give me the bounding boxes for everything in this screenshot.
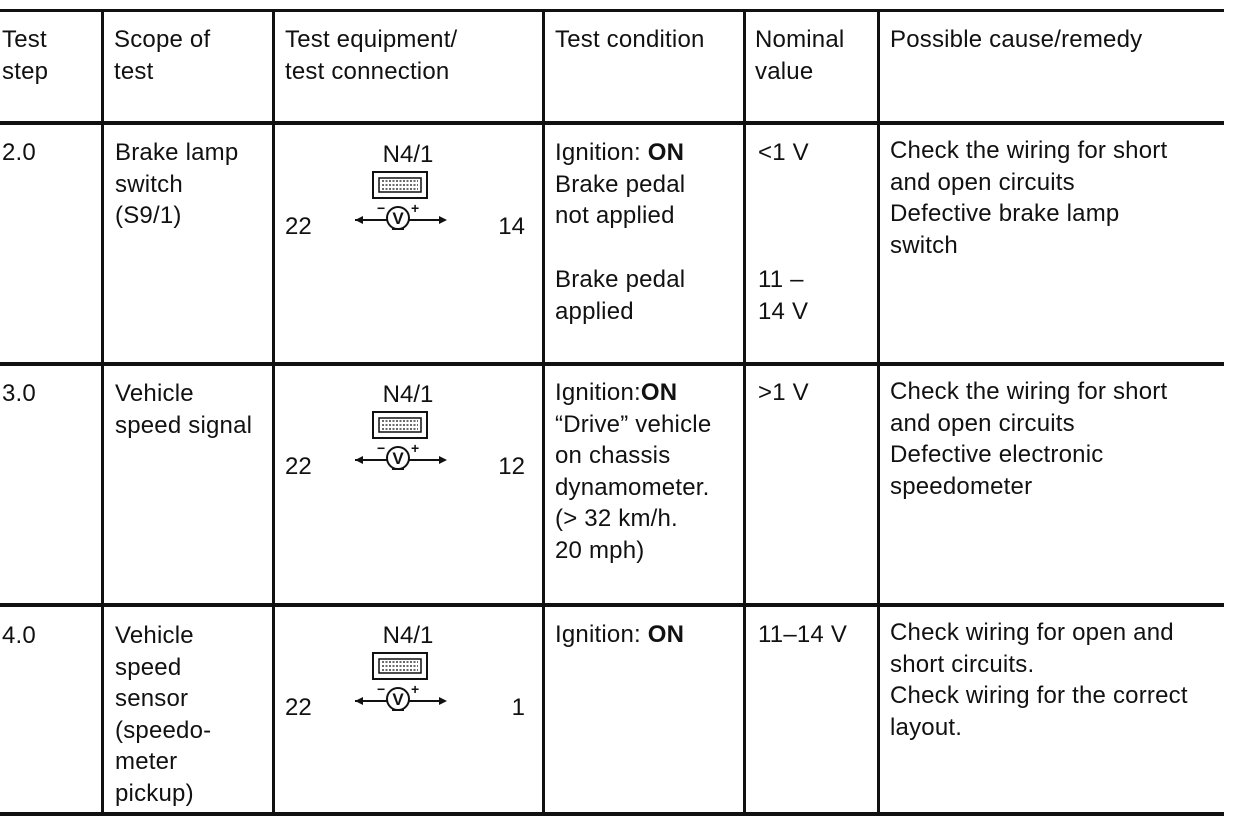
svg-text:−: − xyxy=(377,203,386,216)
row-4-0-connection xyxy=(273,622,543,732)
control-module-icon xyxy=(372,411,428,439)
row-4-0-condition xyxy=(555,619,684,651)
condition-rest: Brake pedal not applied xyxy=(555,170,686,229)
row-2-0-nominal-b: 11 – 14 V xyxy=(758,266,809,325)
svg-text:−: − xyxy=(377,443,386,456)
voltmeter-icon xyxy=(353,443,449,475)
row-2-0-scope: Brake lamp switch (S9/1) xyxy=(115,139,239,229)
pin-right: 14 xyxy=(498,213,525,240)
svg-text:−: − xyxy=(377,684,386,697)
svg-text:V: V xyxy=(392,449,404,468)
module-label: N4/1 xyxy=(382,141,434,168)
header-scope: Scope of test xyxy=(114,26,211,85)
header-remedy: Possible cause/remedy xyxy=(890,26,1143,53)
svg-text:+: + xyxy=(411,203,420,216)
control-module-icon xyxy=(372,652,428,680)
condition-bold: ON xyxy=(647,621,685,648)
condition-bold: ON xyxy=(647,139,685,166)
row-4-0-step: 4.0 xyxy=(2,622,36,649)
module-label: N4/1 xyxy=(382,622,434,649)
row-4-0-scope: Vehicle speed sensor (speedo- meter pickup) xyxy=(115,622,212,807)
condition-prefix: Ignition: xyxy=(555,379,641,406)
header-condition: Test condition xyxy=(555,26,705,53)
control-module-icon xyxy=(372,171,428,199)
row-3-0-condition xyxy=(555,377,711,566)
row-4-0-nominal: 11–14 V xyxy=(758,621,848,648)
header-equipment: Test equipment/ test connection xyxy=(285,26,458,85)
col-divider-1 xyxy=(101,9,104,816)
row-2-0-condition-b: Brake pedal applied xyxy=(555,266,686,325)
pin-right: 12 xyxy=(498,453,525,480)
rule-bottom xyxy=(0,812,1224,816)
svg-text:+: + xyxy=(411,443,420,456)
row-3-0-scope: Vehicle speed signal xyxy=(115,380,253,439)
rule-row-3 xyxy=(0,603,1224,607)
row-4-0-remedy: Check wiring for open and short circuits. Check wiring for the correct layout. xyxy=(890,619,1188,741)
row-3-0-remedy: Check the wiring for short and open circuits Defective electronic speedometer xyxy=(890,378,1168,500)
row-3-0-nominal: >1 V xyxy=(758,379,809,406)
condition-rest: “Drive” vehicle on chassis dynamometer. (> 32 km/h. 20 mph) xyxy=(555,410,712,564)
row-2-0-nominal-a: <1 V xyxy=(758,139,809,166)
condition-prefix: Ignition: xyxy=(555,139,648,166)
condition-bold: ON xyxy=(640,379,678,406)
pin-left: 22 xyxy=(285,453,312,480)
svg-text:+: + xyxy=(411,684,420,697)
rule-header xyxy=(0,121,1224,125)
pin-left: 22 xyxy=(285,213,312,240)
svg-text:V: V xyxy=(392,209,404,228)
row-2-0-connection xyxy=(273,141,543,251)
col-divider-5 xyxy=(877,9,880,816)
pin-left: 22 xyxy=(285,694,312,721)
svg-text:V: V xyxy=(392,690,404,709)
header-nominal: Nominal value xyxy=(755,26,845,85)
rule-row-2 xyxy=(0,362,1224,366)
rule-top xyxy=(0,9,1224,12)
row-3-0-connection xyxy=(273,381,543,491)
row-2-0-step: 2.0 xyxy=(2,139,36,166)
row-2-0-condition-a xyxy=(555,137,685,232)
col-divider-4 xyxy=(743,9,746,816)
row-3-0-step: 3.0 xyxy=(2,380,36,407)
header-test-step: Test step xyxy=(2,26,49,85)
voltmeter-icon xyxy=(353,203,449,235)
condition-prefix: Ignition: xyxy=(555,621,648,648)
pin-right: 1 xyxy=(511,694,525,721)
module-label: N4/1 xyxy=(382,381,434,408)
voltmeter-icon xyxy=(353,684,449,716)
row-2-0-remedy: Check the wiring for short and open circuits Defective brake lamp switch xyxy=(890,137,1168,259)
